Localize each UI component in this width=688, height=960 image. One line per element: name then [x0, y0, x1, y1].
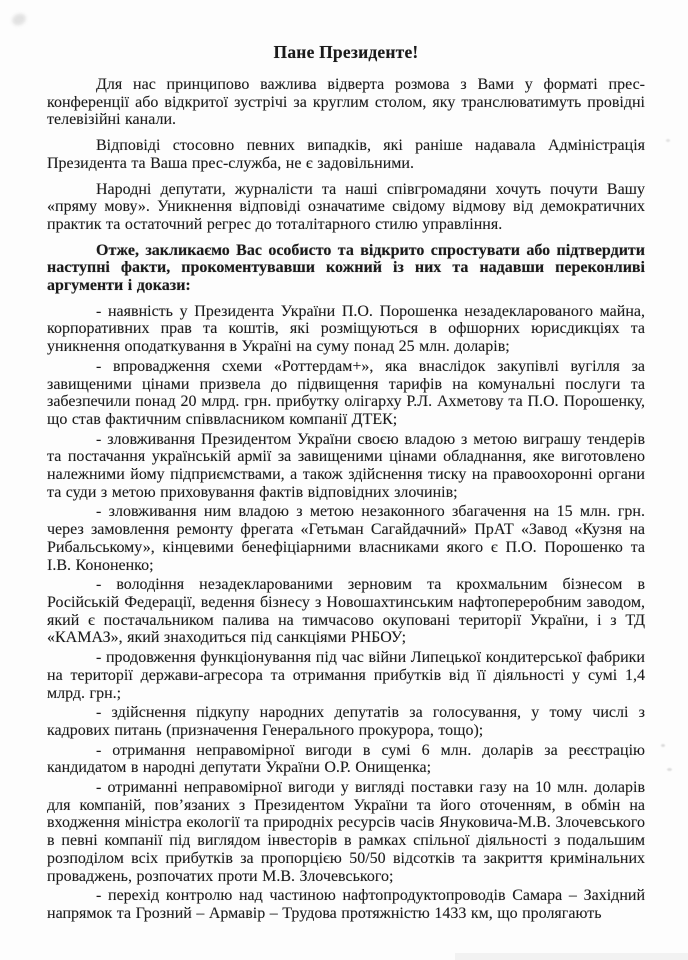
bullet-onyshchenko-registration: - отримання неправомірної вигоди в сумі 6 млн. доларів за реєстрацію кандидатом в народні депутати України О.Р. Онищенка;	[47, 741, 645, 777]
scan-speck-artifact	[667, 768, 672, 771]
bullet-pipeline-control: - перехід контролю над частиною нафтопродуктопроводів Самара – Західний напрямок та Грозний – Армавір – Трудова протяжністю 1433 км, що пролягають	[47, 887, 645, 922]
bullet-frigate-repair: - зловживання ним владою з метою незаконного збагачення на 15 млн. грн. через замовлення ремонту фрегата «Гетьман Сагайдачний» ПрАТ «Завод «Кузня на Рибальському», кінцевими бенефіціарними власниками якого є П.О. Порошенко та І.В. Кононенко;	[47, 503, 645, 574]
paragraph-demands-intro: Отже, закликаємо Вас особисто та відкрито спростувати або підтвердити наступні факти, прокоментувавши кожний із них та надавши переконливі аргументи і докази:	[47, 241, 645, 295]
bullet-army-tenders: - зловживання Президентом України своєю владою з метою виграшу тендерів та постачання українській армії за завищеними цінами обладнання, яке виготовлено належними йому підприємствами, а також здійснення тиску на правоохоронні органи та суди з метою приховування фактів відповідних злочинів;	[47, 430, 645, 501]
bullet-lipetsk-factory: - продовження функціонування під час війни Липецької кондитерської фабрики на території держави-агресора та отримання прибутків від її діяльності у сумі 1,4 млрд. грн.;	[47, 649, 645, 702]
bullet-russian-business: - володіння незадекларованими зерновим та крохмальним бізнесом в Російській Федерації, ведення бізнесу з Новошахтинським нафтопереробним заводом, який є постачальником палива на тимчасово окуповані території України, і з ТД «КАМАЗ», який знаходиться під санкціями РНБОУ;	[47, 576, 645, 647]
bullet-rotterdam-scheme: - впровадження схеми «Роттердам+», яка внаслідок закупівлі вугілля за завищеними цінами призвела до підвищення тарифів на комунальні послуги та забезпечили понад 20 млрд. грн. прибутку олігарху Р.Л. Ахметову та П.О. Порошенку, що став фактичним співвласником компанії ДТЕК;	[47, 357, 645, 428]
paragraph-press-conference: Для нас принципово важлива відверта розмова з Вами у форматі прес-конференції або відкритої зустрічі за круглим столом, яку транслюватимуть провідні телевізійні канали.	[47, 76, 645, 129]
paragraph-direct-speech: Народні депутати, журналісти та наші співгромадяни хочуть почути Вашу «пряму мову». Уникнення відповіді означатиме свідому відмову від демократичних практик та остаточний регрес до тоталітарного стилю управління.	[47, 180, 645, 233]
bullet-gas-supply-zlochevsky: - отриманні неправомірної вигоди у вигляді поставки газу на 10 млн. доларів для компаній, пов’язаних з Президентом України та його оточенням, в обмін на входження міністра екології та природніх ресурсів часів Януковича-М.В. Злочевського в певні компанії під виглядом інвесторів в рамках спільної діяльності з подальшим розподілом всіх прибутків за пропорцією 50/50 відсотків та закриття кримінальних проваджень, розпочатих проти М.В. Злочевського;	[47, 779, 645, 885]
scan-smudge-artifact	[10, 12, 27, 28]
bullet-deputy-bribery: - здійснення підкупу народних депутатів за голосування, у тому числі з кадрових питань (призначення Генерального прокурора, тощо);	[47, 704, 645, 739]
paragraph-unsatisfactory-answers: Відповіді стосовно певних випадків, які раніше надавала Адміністрація Президента та Ваша прес-служба, не є задовільними.	[47, 137, 645, 172]
letter-title: Пане Президенте!	[273, 42, 419, 62]
bullet-undeclared-assets: - наявність у Президента України П.О. Порошенка незадекларованого майна, корпоративних прав та коштів, які розміщуються в офшорних юрисдикціях та уникнення оподаткування в Україні на суму понад 25 млн. доларів;	[47, 302, 645, 356]
letter-body	[47, 42, 645, 925]
scan-edge-shadow	[455, 953, 688, 960]
scan-speck-artifact	[661, 744, 665, 747]
scan-speck-artifact	[666, 139, 670, 142]
